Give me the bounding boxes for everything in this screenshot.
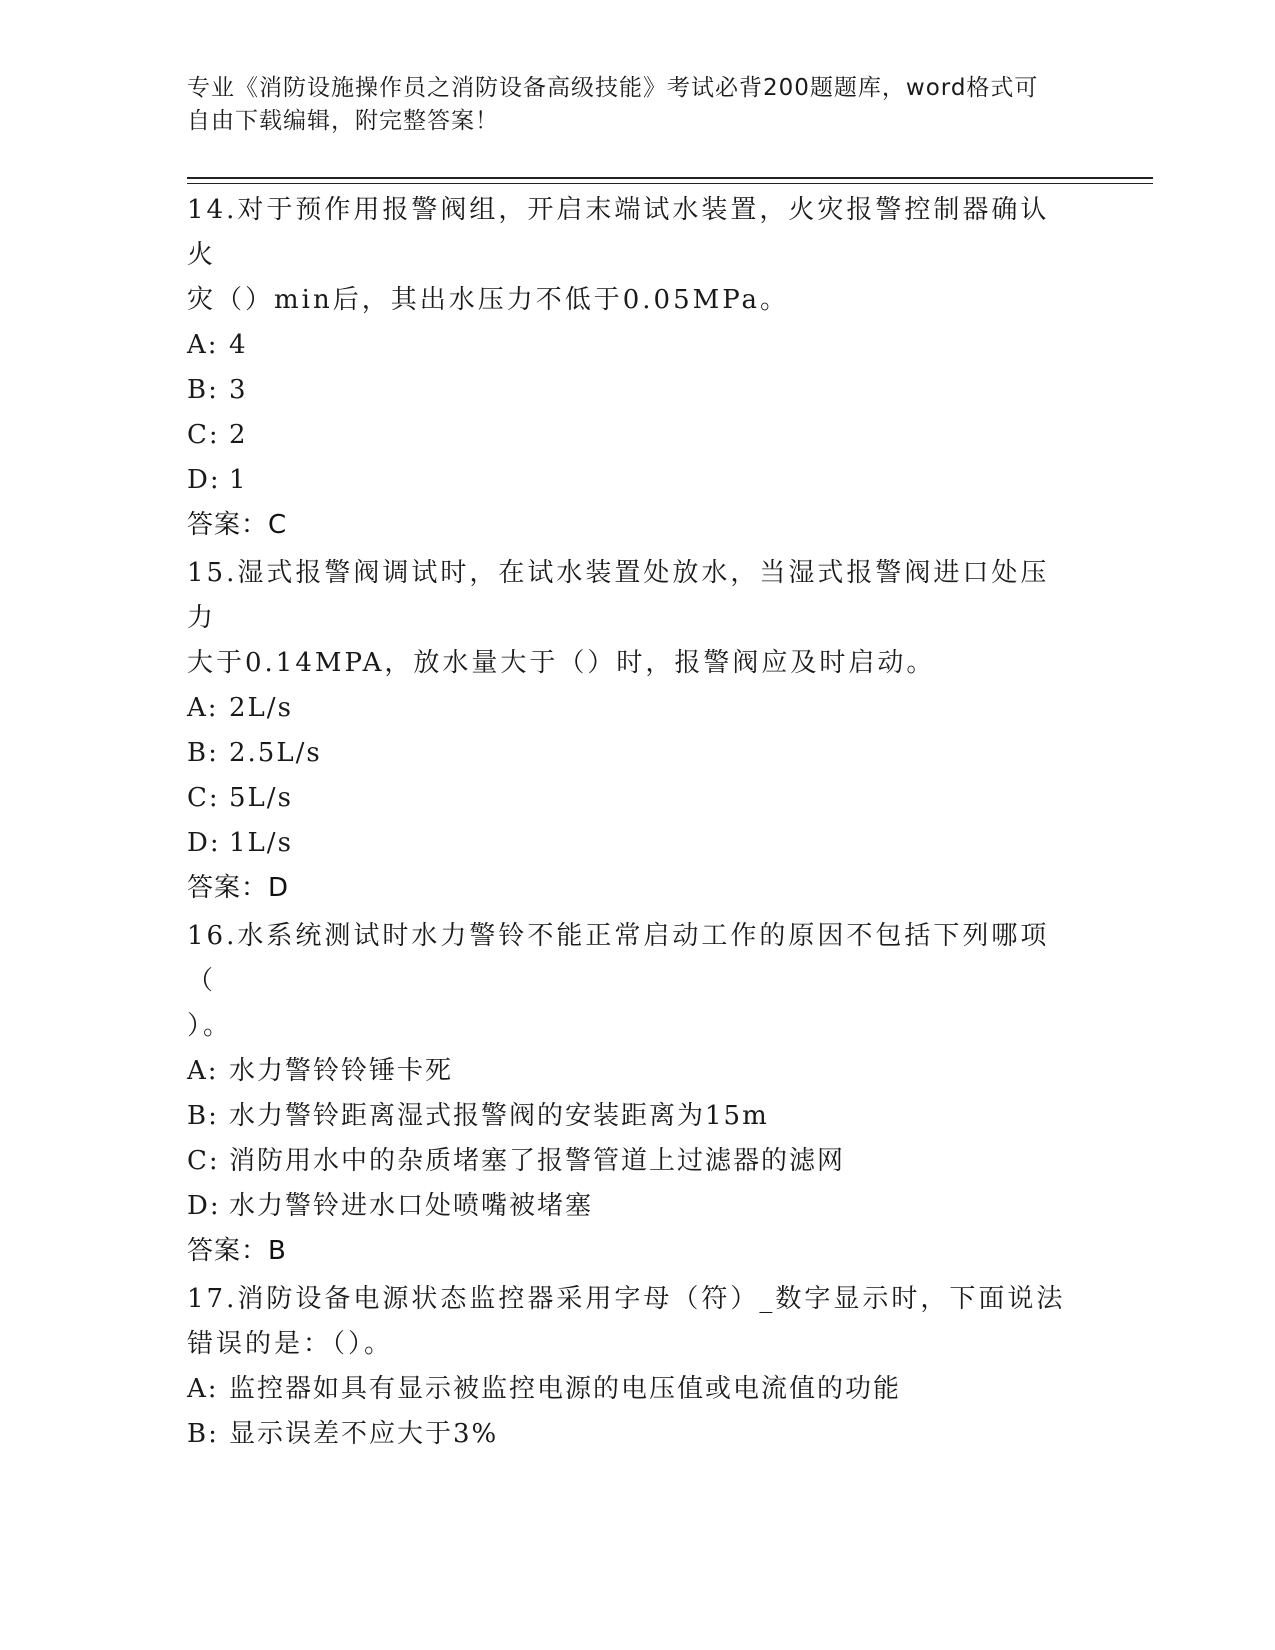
option-c (187, 776, 1067, 821)
option-text: 1L/s (229, 828, 293, 858)
question-stem-line-1: 17.消防设备电源状态监控器采用字母（符）_数字显示时，下面说法 (187, 1284, 1066, 1314)
option-letter: D: (187, 465, 221, 495)
option-text: 消防用水中的杂质堵塞了报警管道上过滤器的滤网 (229, 1146, 846, 1176)
option-c (187, 413, 1067, 458)
option-text: 5L/s (229, 783, 293, 813)
option-text: 2L/s (229, 693, 293, 723)
option-a (187, 1367, 1067, 1412)
question-15 (187, 551, 1067, 911)
option-b (187, 1094, 1067, 1139)
option-text: 4 (229, 330, 248, 360)
header-line-1: 专业《消防设施操作员之消防设备高级技能》考试必背200题题库，word格式可 (187, 75, 1039, 101)
option-c (187, 1139, 1067, 1184)
option-text: 2.5L/s (229, 738, 322, 768)
option-text: 2 (229, 420, 248, 450)
header-divider-thick (187, 177, 1153, 179)
option-letter: A: (187, 693, 219, 723)
header-divider-thin (187, 183, 1153, 184)
option-text: 显示误差不应大于3% (229, 1419, 499, 1449)
option-letter: D: (187, 828, 221, 858)
option-letter: B: (187, 738, 219, 768)
option-letter: B: (187, 1419, 219, 1449)
header-line-2: 自由下载编辑，附完整答案！ (187, 108, 499, 134)
option-a (187, 686, 1067, 731)
option-a (187, 323, 1067, 368)
option-d (187, 1184, 1067, 1229)
question-stem-line-2: 灾（）min后，其出水压力不低于0.05MPa。 (187, 285, 790, 315)
option-text: 监控器如具有显示被监控电源的电压值或电流值的功能 (229, 1374, 902, 1404)
option-text: 水力警铃铃锤卡死 (229, 1056, 454, 1086)
option-letter: D: (187, 1191, 221, 1221)
answer-line: 答案：D (187, 873, 290, 903)
document-header (187, 72, 1067, 138)
question-stem-line-2: ）。 (187, 1011, 233, 1041)
option-a (187, 1049, 1067, 1094)
question-14 (187, 188, 1067, 548)
question-stem-line-2: 大于0.14MPA，放水量大于（）时，报警阀应及时启动。 (187, 648, 936, 678)
option-d (187, 821, 1067, 866)
option-letter: A: (187, 1374, 219, 1404)
option-d (187, 458, 1067, 503)
option-letter: A: (187, 1056, 219, 1086)
question-16 (187, 914, 1067, 1274)
option-text: 水力警铃进水口处喷嘴被堵塞 (229, 1191, 594, 1221)
option-b (187, 368, 1067, 413)
question-17 (187, 1277, 1067, 1457)
option-letter: B: (187, 1101, 219, 1131)
option-letter: B: (187, 375, 219, 405)
option-text: 1 (229, 465, 248, 495)
option-text: 3 (229, 375, 248, 405)
question-stem-line-2: 错误的是：（）。 (187, 1329, 394, 1359)
option-b (187, 731, 1067, 776)
answer-line: 答案：C (187, 510, 288, 540)
question-stem-line-1: 16.水系统测试时水力警铃不能正常启动工作的原因不包括下列哪项（ (187, 921, 1050, 996)
question-stem-line-1: 14.对于预作用报警阀组，开启末端试水装置，火灾报警控制器确认火 (187, 195, 1050, 270)
option-letter: A: (187, 330, 219, 360)
question-stem-line-1: 15.湿式报警阀调试时，在试水装置处放水，当湿式报警阀进口处压力 (187, 558, 1050, 633)
option-letter: C: (187, 420, 220, 450)
option-text: 水力警铃距离湿式报警阀的安装距离为15m (229, 1101, 769, 1131)
option-letter: C: (187, 1146, 220, 1176)
option-letter: C: (187, 783, 220, 813)
answer-line: 答案：B (187, 1236, 287, 1266)
option-b (187, 1412, 1067, 1457)
